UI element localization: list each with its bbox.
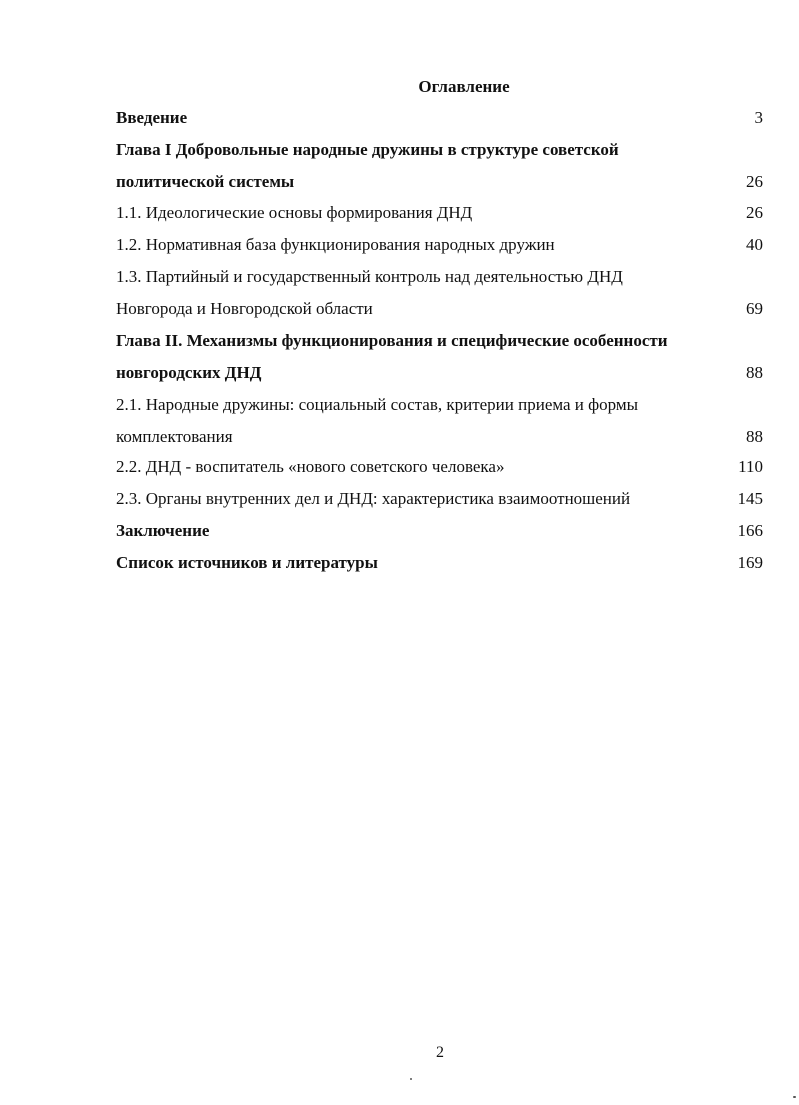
toc-entry-chapter-1 xyxy=(116,138,763,162)
toc-entry-page: 110 xyxy=(738,457,763,476)
toc-entry-chapter-2-cont xyxy=(116,361,763,385)
toc-entry-chapter-1-cont xyxy=(116,170,763,194)
toc-entry-text: Заключение xyxy=(116,521,210,540)
toc-entry-text: 2.2. ДНД - воспитатель «нового советского человека» xyxy=(116,457,505,476)
toc-entry-text: Список источников и литературы xyxy=(116,553,378,572)
toc-entry-text: 1.1. Идеологические основы формирования ДНД xyxy=(116,203,473,222)
toc-entry-text: 2.3. Органы внутренних дел и ДНД: характеристика взаимоотношений xyxy=(116,489,631,508)
toc-entry-section-2-3 xyxy=(116,487,763,511)
toc-entry-conclusion xyxy=(116,519,763,543)
toc-entry-text: 2.1. Народные дружины: социальный состав, критерии приема и формы xyxy=(116,395,639,414)
toc-entry-section-1-3 xyxy=(116,265,763,289)
toc-entry-section-2-1-cont xyxy=(116,425,763,449)
toc-entry-text: политической системы xyxy=(116,172,295,191)
toc-entry-section-2-1 xyxy=(116,393,763,417)
toc-entry-text: 1.2. Нормативная база функционирования народных дружин xyxy=(116,235,555,254)
scan-speck xyxy=(793,1096,796,1098)
toc-entry-introduction xyxy=(116,106,763,130)
page-number: 2 xyxy=(436,1044,444,1061)
toc-entry-page: 88 xyxy=(746,363,763,382)
toc-entry-chapter-2 xyxy=(116,329,763,353)
toc-entry-page: 40 xyxy=(746,235,763,254)
toc-entry-references xyxy=(116,551,763,575)
scan-speck xyxy=(410,1078,412,1080)
toc-entry-text: Новгорода и Новгородской области xyxy=(116,299,373,318)
toc-entry-page: 26 xyxy=(746,203,763,222)
toc-entry-page: 26 xyxy=(746,172,763,191)
toc-entry-page: 145 xyxy=(737,489,763,508)
toc-entry-text: Глава II. Механизмы функционирования и специфические особенности xyxy=(116,331,668,350)
toc-entry-section-1-1 xyxy=(116,201,763,225)
toc-entry-page: 3 xyxy=(754,108,763,127)
toc-entry-section-1-2 xyxy=(116,233,763,257)
toc-entry-text: 1.3. Партийный и государственный контроль над деятельностью ДНД xyxy=(116,267,623,286)
toc-entry-text: комплектования xyxy=(116,427,233,446)
toc-entry-page: 169 xyxy=(737,553,763,572)
toc-entry-page: 88 xyxy=(746,427,763,446)
toc-entry-text: Глава I Добровольные народные дружины в структуре советской xyxy=(116,140,619,159)
toc-entry-section-2-2 xyxy=(116,455,763,479)
toc-entry-page: 69 xyxy=(746,299,763,318)
toc-entry-page: 166 xyxy=(737,521,763,540)
toc-entry-text: Введение xyxy=(116,108,188,127)
toc-entry-text: новгородских ДНД xyxy=(116,363,262,382)
toc-entry-section-1-3-cont xyxy=(116,297,763,321)
toc-title: Оглавление xyxy=(418,77,510,96)
